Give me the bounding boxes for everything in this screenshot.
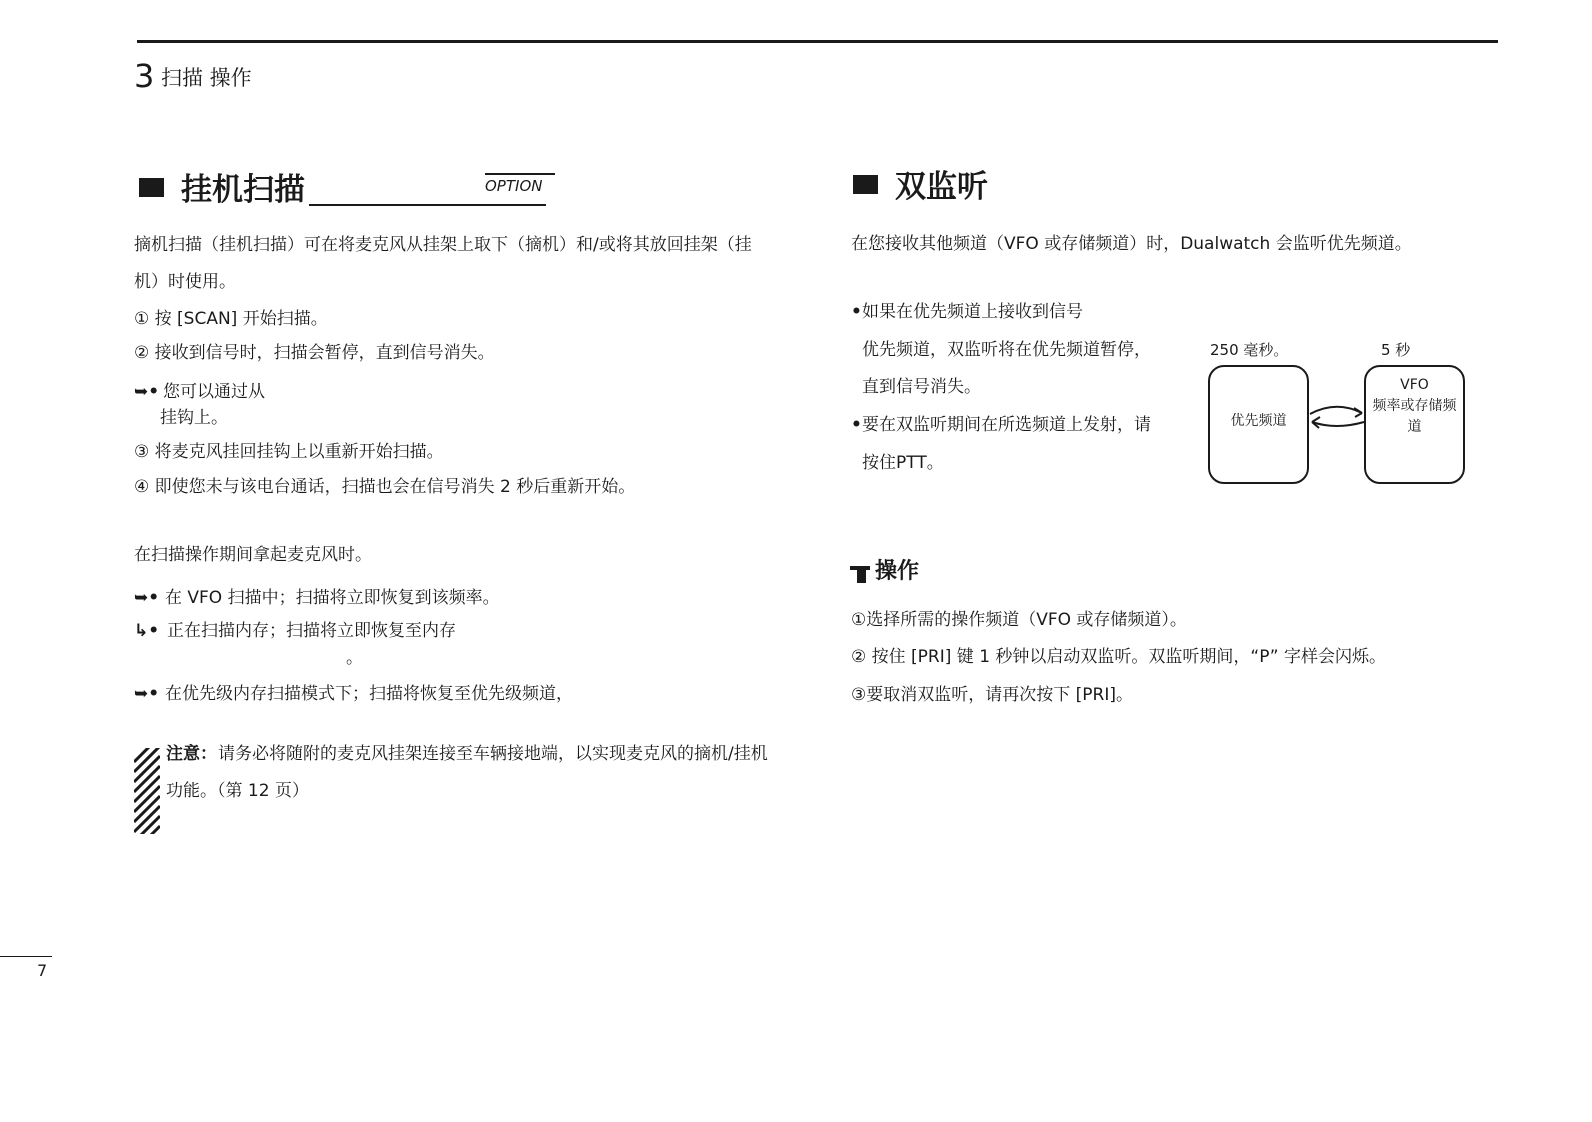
section-title-dualwatch: 双监听 — [895, 169, 988, 205]
op-step-3: ③要取消双监听，请再次按下 [PRI]。 — [851, 685, 1133, 705]
step-4: ④ 即使您未与该电台通话，扫描也会在信号消失 2 秒后重新开始。 — [134, 477, 636, 497]
option-overline — [485, 173, 555, 175]
vfo-memory-box — [1364, 365, 1465, 484]
note-line-2: 挂钩上。 — [160, 408, 228, 428]
vfo-box-line2: 频率或存储频 — [1372, 398, 1457, 414]
pickup-bullet-3: 在优先级内存扫描模式下；扫描将恢复至优先级频道， — [165, 684, 573, 704]
dw-bullet1-line1: 如果在优先频道上接收到信号 — [862, 302, 1083, 322]
pickup-bullet-1: 在 VFO 扫描中；扫描将立即恢复到该频率。 — [165, 588, 500, 608]
section-title-onhook-scan: 挂机扫描 — [181, 172, 305, 208]
option-tag: OPTION — [485, 177, 543, 195]
bullet-dot: • — [851, 415, 862, 435]
priority-channel-box — [1208, 365, 1309, 484]
dw-bullet1-line2: 优先频道，双监听将在优先频道暂停， — [862, 340, 1151, 360]
pickup-heading: 在扫描操作期间拿起麦克风时。 — [134, 545, 372, 565]
intro-line-1: 摘机扫描（挂机扫描）可在将麦克风从挂架上取下（摘机）和/或将其放回挂架（挂 — [134, 235, 752, 255]
page-number-rule — [0, 956, 52, 957]
page-number: 7 — [37, 961, 48, 980]
diagram-time-right: 5 秒 — [1381, 341, 1411, 359]
dw-bullet1-line3: 直到信号消失。 — [862, 377, 981, 397]
intro-line-2: 机）时使用。 — [134, 272, 236, 292]
note-arrow-icon: ➥• — [134, 382, 160, 402]
chapter-number: 3 — [134, 57, 155, 95]
priority-box-label: 优先频道 — [1230, 413, 1287, 429]
section-marker-icon — [853, 175, 878, 194]
dualwatch-intro: 在您接收其他频道（VFO 或存储频道）时，Dualwatch 会监听优先频道。 — [851, 234, 1412, 254]
bullet-arrow-icon: ➥• — [134, 588, 160, 608]
operation-title: 操作 — [875, 559, 920, 584]
bullet-arrow-icon: ➥• — [134, 684, 160, 704]
stray-period: 。 — [346, 648, 363, 668]
operation-icon — [850, 566, 870, 584]
chapter-title: 扫描 操作 — [161, 66, 252, 90]
section-marker-icon — [139, 178, 164, 197]
title-underline — [309, 204, 546, 206]
dualwatch-cycle-arrows-icon — [1306, 404, 1368, 434]
caution-line-2: 功能。（第 12 页） — [166, 781, 309, 801]
bullet-arrow-icon: ↳• — [134, 621, 160, 641]
dw-bullet2-line1: 要在双监听期间在所选频道上发射，请 — [862, 415, 1151, 435]
caution-hatch-icon — [134, 748, 160, 834]
vfo-box-line1: VFO — [1400, 377, 1429, 393]
diagram-time-left: 250 毫秒。 — [1210, 341, 1289, 359]
pickup-bullet-2: 正在扫描内存；扫描将立即恢复至内存 — [167, 621, 456, 641]
step-1: ① 按 [SCAN] 开始扫描。 — [134, 309, 328, 329]
op-step-2: ② 按住 [PRI] 键 1 秒钟以启动双监听。双监听期间，“P” 字样会闪烁。 — [851, 647, 1387, 667]
vfo-box-line3: 道 — [1407, 419, 1422, 435]
note-line-1: 您可以通过从 — [163, 382, 265, 402]
dw-bullet2-line2: 按住PTT。 — [862, 453, 944, 473]
step-2: ② 接收到信号时，扫描会暂停，直到信号消失。 — [134, 343, 495, 363]
step-3: ③ 将麦克风挂回挂钩上以重新开始扫描。 — [134, 442, 444, 462]
op-step-1: ①选择所需的操作频道（VFO 或存储频道）。 — [851, 610, 1187, 630]
caution-label: 注意： — [166, 744, 217, 764]
bullet-dot: • — [851, 302, 862, 322]
caution-line-1: 请务必将随附的麦克风挂架连接至车辆接地端，以实现麦克风的摘机/挂机 — [218, 744, 768, 764]
header-rule — [137, 40, 1498, 43]
